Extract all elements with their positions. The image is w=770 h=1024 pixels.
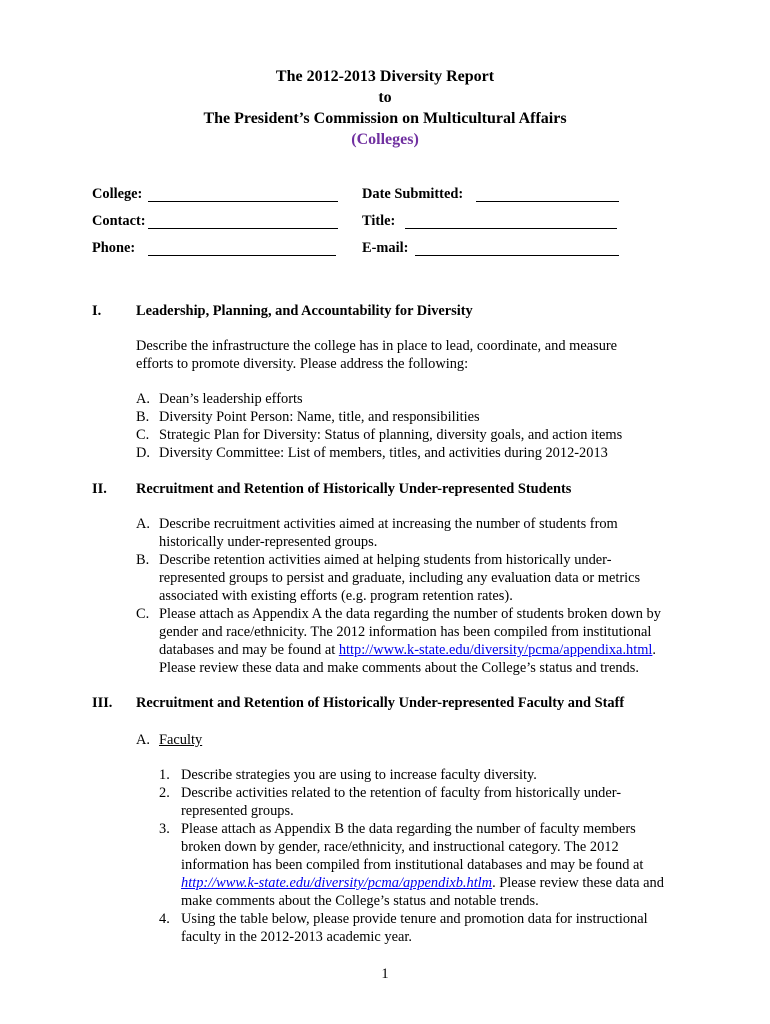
section-1-number: I.	[92, 303, 102, 319]
list-item-line: represented groups.	[181, 803, 294, 819]
date-submitted-label: Date Submitted:	[362, 186, 464, 202]
subsection-faculty-heading: Faculty	[159, 732, 203, 748]
title-field[interactable]	[405, 228, 617, 229]
list-item-line	[159, 641, 656, 659]
page-number: 1	[381, 966, 389, 982]
title-label: Title:	[362, 213, 396, 229]
list-item-text: . Please review these data and	[492, 875, 664, 891]
list-item-line: information has been compiled from institutional databases and may be found at	[181, 857, 644, 873]
phone-label: Phone:	[92, 240, 136, 256]
list-item-text: .	[652, 642, 657, 658]
section-3-number: III.	[92, 695, 113, 711]
section-1-intro-line: efforts to promote diversity. Please address the following:	[136, 356, 469, 372]
report-title-commission: The President’s Commission on Multicultural Affairs	[203, 110, 567, 127]
list-marker: A.	[136, 516, 150, 532]
list-item-line: Please attach as Appendix A the data regarding the number of students broken down by	[159, 606, 661, 622]
list-item-line: Please review these data and make comments about the College’s status and trends.	[159, 660, 639, 676]
section-3-heading: Recruitment and Retention of Historically Under-represented Faculty and Staff	[136, 695, 625, 711]
list-item: Diversity Point Person: Name, title, and responsibilities	[159, 409, 480, 425]
contact-field[interactable]	[148, 228, 338, 229]
appendix-a-link[interactable]: http://www.k-state.edu/diversity/pcma/appendixa.html	[338, 642, 653, 658]
list-marker: B.	[136, 552, 150, 568]
list-item-line: Using the table below, please provide tenure and promotion data for instructional	[181, 911, 648, 927]
list-marker: A.	[136, 391, 150, 407]
list-item-line: make comments about the College’s status and notable trends.	[181, 893, 539, 909]
list-item-line: Describe activities related to the retention of faculty from historically under-	[181, 785, 622, 801]
list-item-line: Describe recruitment activities aimed at increasing the number of students from	[159, 516, 618, 532]
list-marker: D.	[136, 445, 150, 461]
list-item-line: Describe retention activities aimed at helping students from historically under-	[159, 552, 612, 568]
list-marker: 2.	[159, 785, 170, 801]
list-item-line: broken down by gender, race/ethnicity, and instructional category. The 2012	[181, 839, 619, 855]
list-marker: 1.	[159, 767, 170, 783]
list-item: Diversity Committee: List of members, titles, and activities during 2012-2013	[159, 445, 608, 461]
list-item-line: associated with existing efforts (e.g. program retention rates).	[159, 588, 513, 604]
list-item-line: Please attach as Appendix B the data regarding the number of faculty members	[181, 821, 636, 837]
college-field[interactable]	[148, 201, 338, 202]
section-1-intro-line: Describe the infrastructure the college has in place to lead, coordinate, and measure	[136, 338, 618, 354]
list-marker: 4.	[159, 911, 170, 927]
section-2-number: II.	[92, 481, 107, 497]
college-label: College:	[92, 186, 143, 202]
list-marker: C.	[136, 427, 150, 443]
email-field[interactable]	[415, 255, 619, 256]
list-item-line: faculty in the 2012-2013 academic year.	[181, 929, 412, 945]
list-marker: C.	[136, 606, 150, 622]
list-item-line: gender and race/ethnicity. The 2012 information has been compiled from institutional	[159, 624, 652, 640]
section-1-heading: Leadership, Planning, and Accountability for Diversity	[136, 303, 473, 319]
phone-field[interactable]	[148, 255, 336, 256]
list-item-line: historically under-represented groups.	[159, 534, 378, 550]
list-item: Strategic Plan for Diversity: Status of planning, diversity goals, and action items	[159, 427, 623, 443]
report-title: The 2012-2013 Diversity Report	[275, 68, 495, 85]
date-submitted-field[interactable]	[476, 201, 619, 202]
report-subtitle: (Colleges)	[351, 131, 419, 148]
list-item: Dean’s leadership efforts	[159, 391, 303, 407]
list-marker: 3.	[159, 821, 170, 837]
list-marker: B.	[136, 409, 150, 425]
list-item-text: databases and may be found at	[159, 642, 339, 658]
section-2-heading: Recruitment and Retention of Historically Under-represented Students	[136, 481, 572, 497]
report-title-to: to	[378, 89, 392, 106]
list-item-line: represented groups to persist and graduate, including any evaluation data or metrics	[159, 570, 641, 586]
list-item-line: Describe strategies you are using to increase faculty diversity.	[181, 767, 537, 783]
contact-label: Contact:	[92, 213, 146, 229]
appendix-b-link[interactable]: http://www.k-state.edu/diversity/pcma/appendixb.htlm	[181, 875, 493, 891]
list-item-line	[181, 874, 664, 892]
list-marker: A.	[136, 732, 150, 748]
email-label: E-mail:	[362, 240, 409, 256]
